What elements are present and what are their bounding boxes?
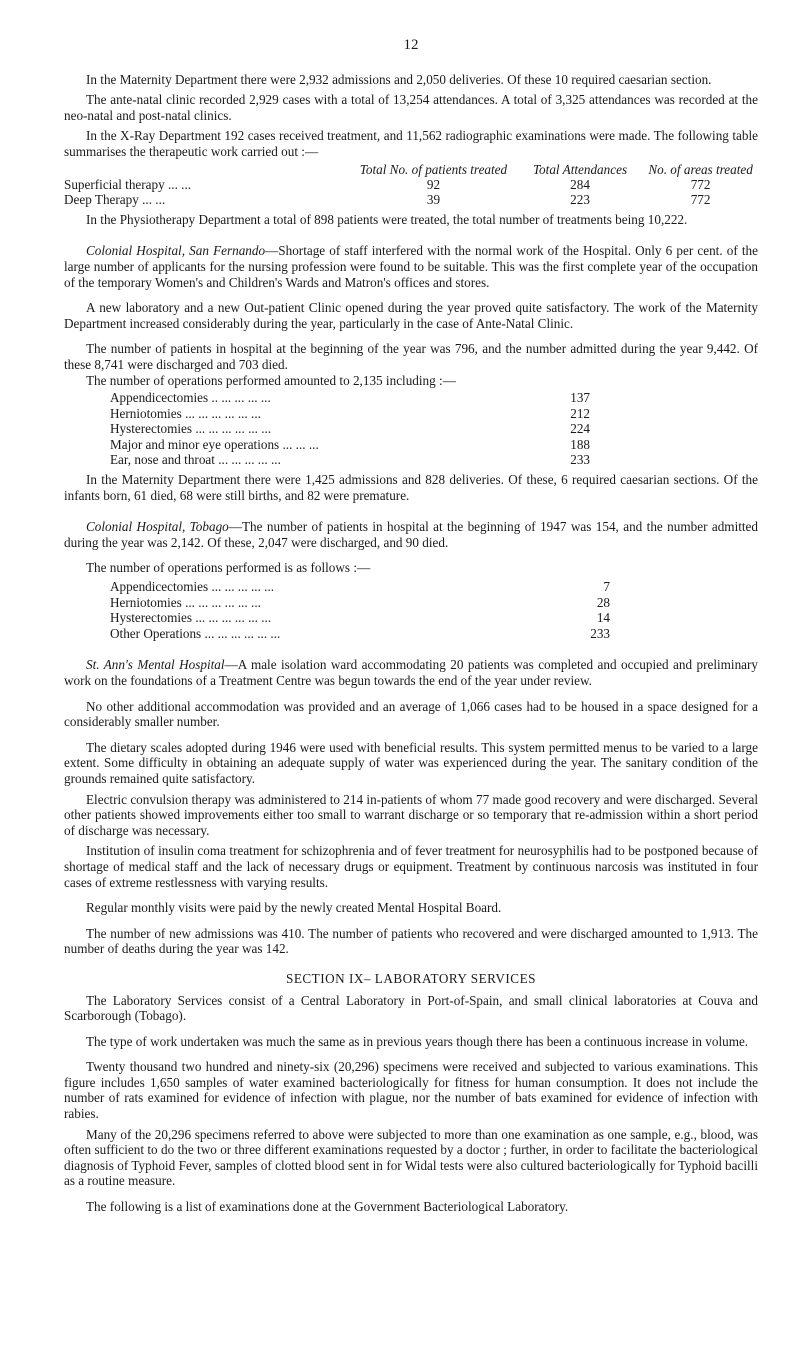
st-anns-paragraph-4: Electric convulsion therapy was administered to 214 in-patients of whom 77 made good recovery and were discharged. Several other patients showed improvements either too small to warrant discharge or so temporary that re-admission within a short period of discharge was necessary.	[64, 791, 758, 838]
laboratory-paragraph-2: The type of work undertaken was much the same as in previous years though there has been a continuous increase in volume.	[86, 1033, 749, 1049]
list-item: Herniotomies ... ... ... ... ... ... 212	[110, 405, 590, 421]
san-fernando-paragraph-4: The number of operations performed amounted to 2,135 including :—	[86, 372, 456, 388]
st-anns-paragraph-6: Regular monthly visits were paid by the newly created Mental Hospital Board.	[86, 900, 502, 916]
physiotherapy-paragraph: In the Physiotherapy Department a total of 898 patients were treated, the total number of treatments being 10,222.	[86, 211, 688, 227]
section-heading: SECTION IX– LABORATORY SERVICES	[285, 970, 536, 986]
san-fernando-paragraph-3: The number of patients in hospital at the beginning of the year was 796, and the number admitted during the year 9,442. Of these 8,741 were discharged and 703 died.	[64, 341, 758, 372]
tobago-text: —The number of patients in hospital at the beginning of 1947 was 154, and the number admitted during the year was 2,142. Of these, 2,047 were discharged, and 90 died.	[64, 519, 759, 550]
st-anns-text: —A male isolation ward accommodating 20 patients was completed and occupied and preliminary work on the foundations of a Treatment Centre was begun towards the end of the year under review.	[64, 657, 758, 688]
tobago-paragraph-2: The number of operations performed is as follows :—	[86, 560, 371, 576]
page-number: 12	[403, 37, 419, 53]
laboratory-paragraph-5: The following is a list of examinations done at the Government Bacteriological Laboratory.	[86, 1199, 569, 1215]
xray-cell: 223	[570, 192, 590, 208]
list-item: Appendicectomies ... ... ... ... ... 7	[110, 579, 610, 595]
san-fernando-operations-list	[110, 390, 590, 468]
xray-cell: 39	[426, 192, 441, 208]
laboratory-paragraph-1: The Laboratory Services consist of a Central Laboratory in Port-of-Spain, and small clinical laboratories at Couva and Scarborough (Tobago).	[64, 992, 758, 1024]
xray-row-label: Deep Therapy ... ...	[64, 192, 166, 208]
list-item: Other Operations ... ... ... ... ... ... 233	[110, 625, 610, 641]
laboratory-paragraph-4: Many of the 20,296 specimens referred to above were subjected to more than one examination as one sample, e.g., blood, was often sufficient to do the two or three different examinations requested by a doctor ; further, in order to facilitate the bacteriological diagnosis of Typhoid Fever, samples of clotted blood sent in for Widal tests were also cultured bacteriologically for Typhoid bacilli as a routine measure.	[64, 1126, 758, 1189]
san-fernando-text: —Shortage of staff interfered with the normal work of the Hospital. Only 6 per cent. of the large number of applicants for the nursing profession were found to be suitable. This was the first complete year of the occupation of the temporary Women's and Children's Wards and Matron's offices and stores.	[64, 243, 758, 290]
st-anns-paragraph-2: No other additional accommodation was provided and an average of 1,066 cases had to be housed in a space designed for a considerably smaller number.	[64, 698, 758, 730]
san-fernando-paragraph-5: In the Maternity Department there were 1,425 admissions and 828 deliveries. Of these, 6 required caesarian sections. Of the infants born, 61 died, 68 were still births, and 82 were premature.	[64, 472, 758, 503]
xray-cell: 92	[426, 176, 441, 192]
st-anns-title: St. Ann's Mental Hospital	[86, 657, 225, 673]
laboratory-paragraph-3: Twenty thousand two hundred and ninety-six (20,296) specimens were received and subjected to various examinations. This figure includes 1,650 samples of water examined bacteriologically for fitness for human consumption. It does not include the number of rats examined for evidence of infection with plague, nor the number of bats examined for evidence of infection with rabies.	[64, 1059, 758, 1122]
san-fernando-paragraph-1	[64, 243, 758, 290]
xray-cell: 772	[690, 192, 711, 208]
san-fernando-title: Colonial Hospital, San Fernando	[86, 243, 266, 259]
st-anns-paragraph-7: The number of new admissions was 410. The number of patients who recovered and were discharged amounted to 1,913. The number of deaths during the year was 142.	[64, 925, 758, 957]
san-fernando-paragraph-2: A new laboratory and a new Out-patient Clinic opened during the year proved quite satisfactory. The work of the Maternity Department increased considerably during the year, particularly in the case of Ante-Natal Clinic.	[64, 300, 758, 331]
xray-table-header-row	[64, 162, 764, 177]
tobago-title: Colonial Hospital, Tobago	[86, 519, 229, 535]
table-row	[64, 192, 764, 208]
list-item: Hysterectomies ... ... ... ... ... ... 224	[110, 421, 590, 437]
maternity-paragraph-1: In the Maternity Department there were 2,932 admissions and 2,050 deliveries. Of these 10 required caesarian section.	[86, 71, 712, 87]
list-item: Appendicectomies .. ... ... ... ... 137	[110, 390, 590, 406]
st-anns-paragraph-1	[64, 657, 758, 688]
tobago-operations-list	[110, 579, 610, 641]
xray-cell: 284	[570, 176, 590, 192]
list-item: Herniotomies ... ... ... ... ... ... 28	[110, 594, 610, 610]
st-anns-paragraph-3: The dietary scales adopted during 1946 were used with beneficial results. This system permitted menus to be varied to a large extent. Some difficulty in obtaining an adequate supply of water was experienced during the year. The sanitary condition of the grounds remained quite satisfactory.	[64, 739, 758, 786]
st-anns-paragraph-5: Institution of insulin coma treatment for schizophrenia and of fever treatment for neurosyphilis had to be postponed because of shortage of medical staff and the lack of necessary drugs or equipment. Treatment by continuous narcosis was instituted in four cases of extreme restlessness with varying results.	[64, 843, 758, 890]
xray-row-label: Superficial therapy ... ...	[64, 176, 192, 192]
list-item: Hysterectomies ... ... ... ... ... ... 14	[110, 610, 610, 626]
xray-paragraph: In the X-Ray Department 192 cases received treatment, and 11,562 radiographic examinations were made. The following table summarises the therapeutic work carried out :—	[64, 128, 758, 159]
table-row	[64, 177, 764, 193]
xray-cell: 772	[690, 176, 711, 192]
list-item: Major and minor eye operations ... ... ... 188	[110, 436, 590, 452]
xray-header-patients: Total No. of patients treated	[359, 161, 508, 177]
xray-header-areas: No. of areas treated	[648, 161, 753, 177]
xray-header-attendances: Total Attendances	[532, 161, 628, 177]
xray-therapy-table	[64, 162, 764, 208]
maternity-paragraph-2: The ante-natal clinic recorded 2,929 cases with a total of 13,254 attendances. A total of 3,325 attendances was recorded at the neo-natal and post-natal clinics.	[64, 92, 758, 123]
list-item: Ear, nose and throat ... ... ... ... ... 233	[110, 452, 590, 468]
tobago-paragraph-1	[64, 519, 758, 550]
